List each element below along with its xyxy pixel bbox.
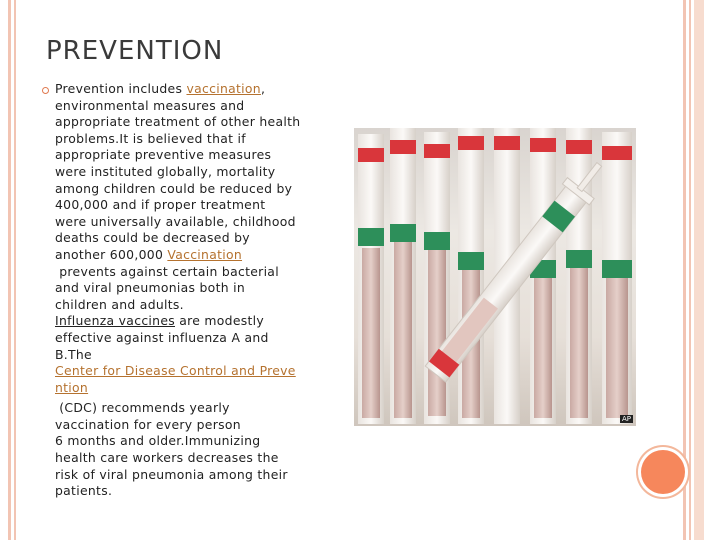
text-line: appropriate treatment of other health [55, 114, 301, 130]
text-line: risk of viral pneumonia among their [55, 466, 288, 482]
text-line: B.The [55, 346, 92, 362]
body-paragraph [55, 81, 317, 500]
cdc-link-continued[interactable]: ntion [55, 379, 89, 395]
text-line: among children could be reduced by [55, 180, 293, 196]
influenza-vaccines-link[interactable]: Influenza vaccines [55, 313, 176, 329]
text-line: were instituted globally, mortality [55, 163, 276, 179]
bullet-icon [42, 87, 49, 94]
vaccination-link[interactable]: vaccination [186, 81, 261, 96]
text-line [55, 81, 317, 98]
syringes-photo [354, 128, 636, 426]
text-line [55, 363, 317, 380]
text-fragment: are modestly [175, 313, 265, 329]
text-line: 6 months and older.Immunizing [55, 433, 261, 449]
cdc-link[interactable]: Center for Disease Control and Preve [55, 363, 296, 379]
text-fragment: another 600,000 [55, 246, 168, 262]
text-line: health care workers decreases the [55, 450, 279, 466]
right-border-stripe [689, 0, 691, 540]
right-border-band [694, 0, 704, 540]
text-line: environmental measures and [55, 97, 245, 113]
text-line: problems.It is believed that if [55, 130, 246, 146]
syringes-illustration [354, 128, 636, 426]
text-line: effective against influenza A and [55, 329, 269, 345]
left-border-stripe [14, 0, 16, 540]
text-line [55, 380, 317, 397]
text-line: patients. [55, 483, 113, 499]
text-fragment: , [260, 81, 266, 96]
text-line: (CDC) recommends yearly [55, 400, 230, 416]
text-line: 400,000 and if proper treatment [55, 197, 266, 213]
text-line [55, 247, 317, 264]
text-fragment: Prevention includes [55, 81, 187, 96]
ap-photo-credit: AP [621, 415, 631, 423]
text-line: deaths could be decreased by [55, 230, 250, 246]
slide-title: PREVENTION [46, 36, 224, 66]
decorative-circle [641, 450, 685, 494]
vaccination-link-2[interactable]: Vaccination [167, 246, 243, 262]
text-line: prevents against certain bacterial [55, 263, 279, 279]
text-line: children and adults. [55, 296, 184, 312]
left-border-stripe [8, 0, 11, 540]
text-line: and viral pneumonias both in [55, 280, 246, 296]
right-border-stripe [683, 0, 686, 540]
text-line: were universally available, childhood [55, 213, 296, 229]
text-line: appropriate preventive measures [55, 147, 272, 163]
text-line [55, 313, 317, 330]
text-line: vaccination for every person [55, 416, 241, 432]
